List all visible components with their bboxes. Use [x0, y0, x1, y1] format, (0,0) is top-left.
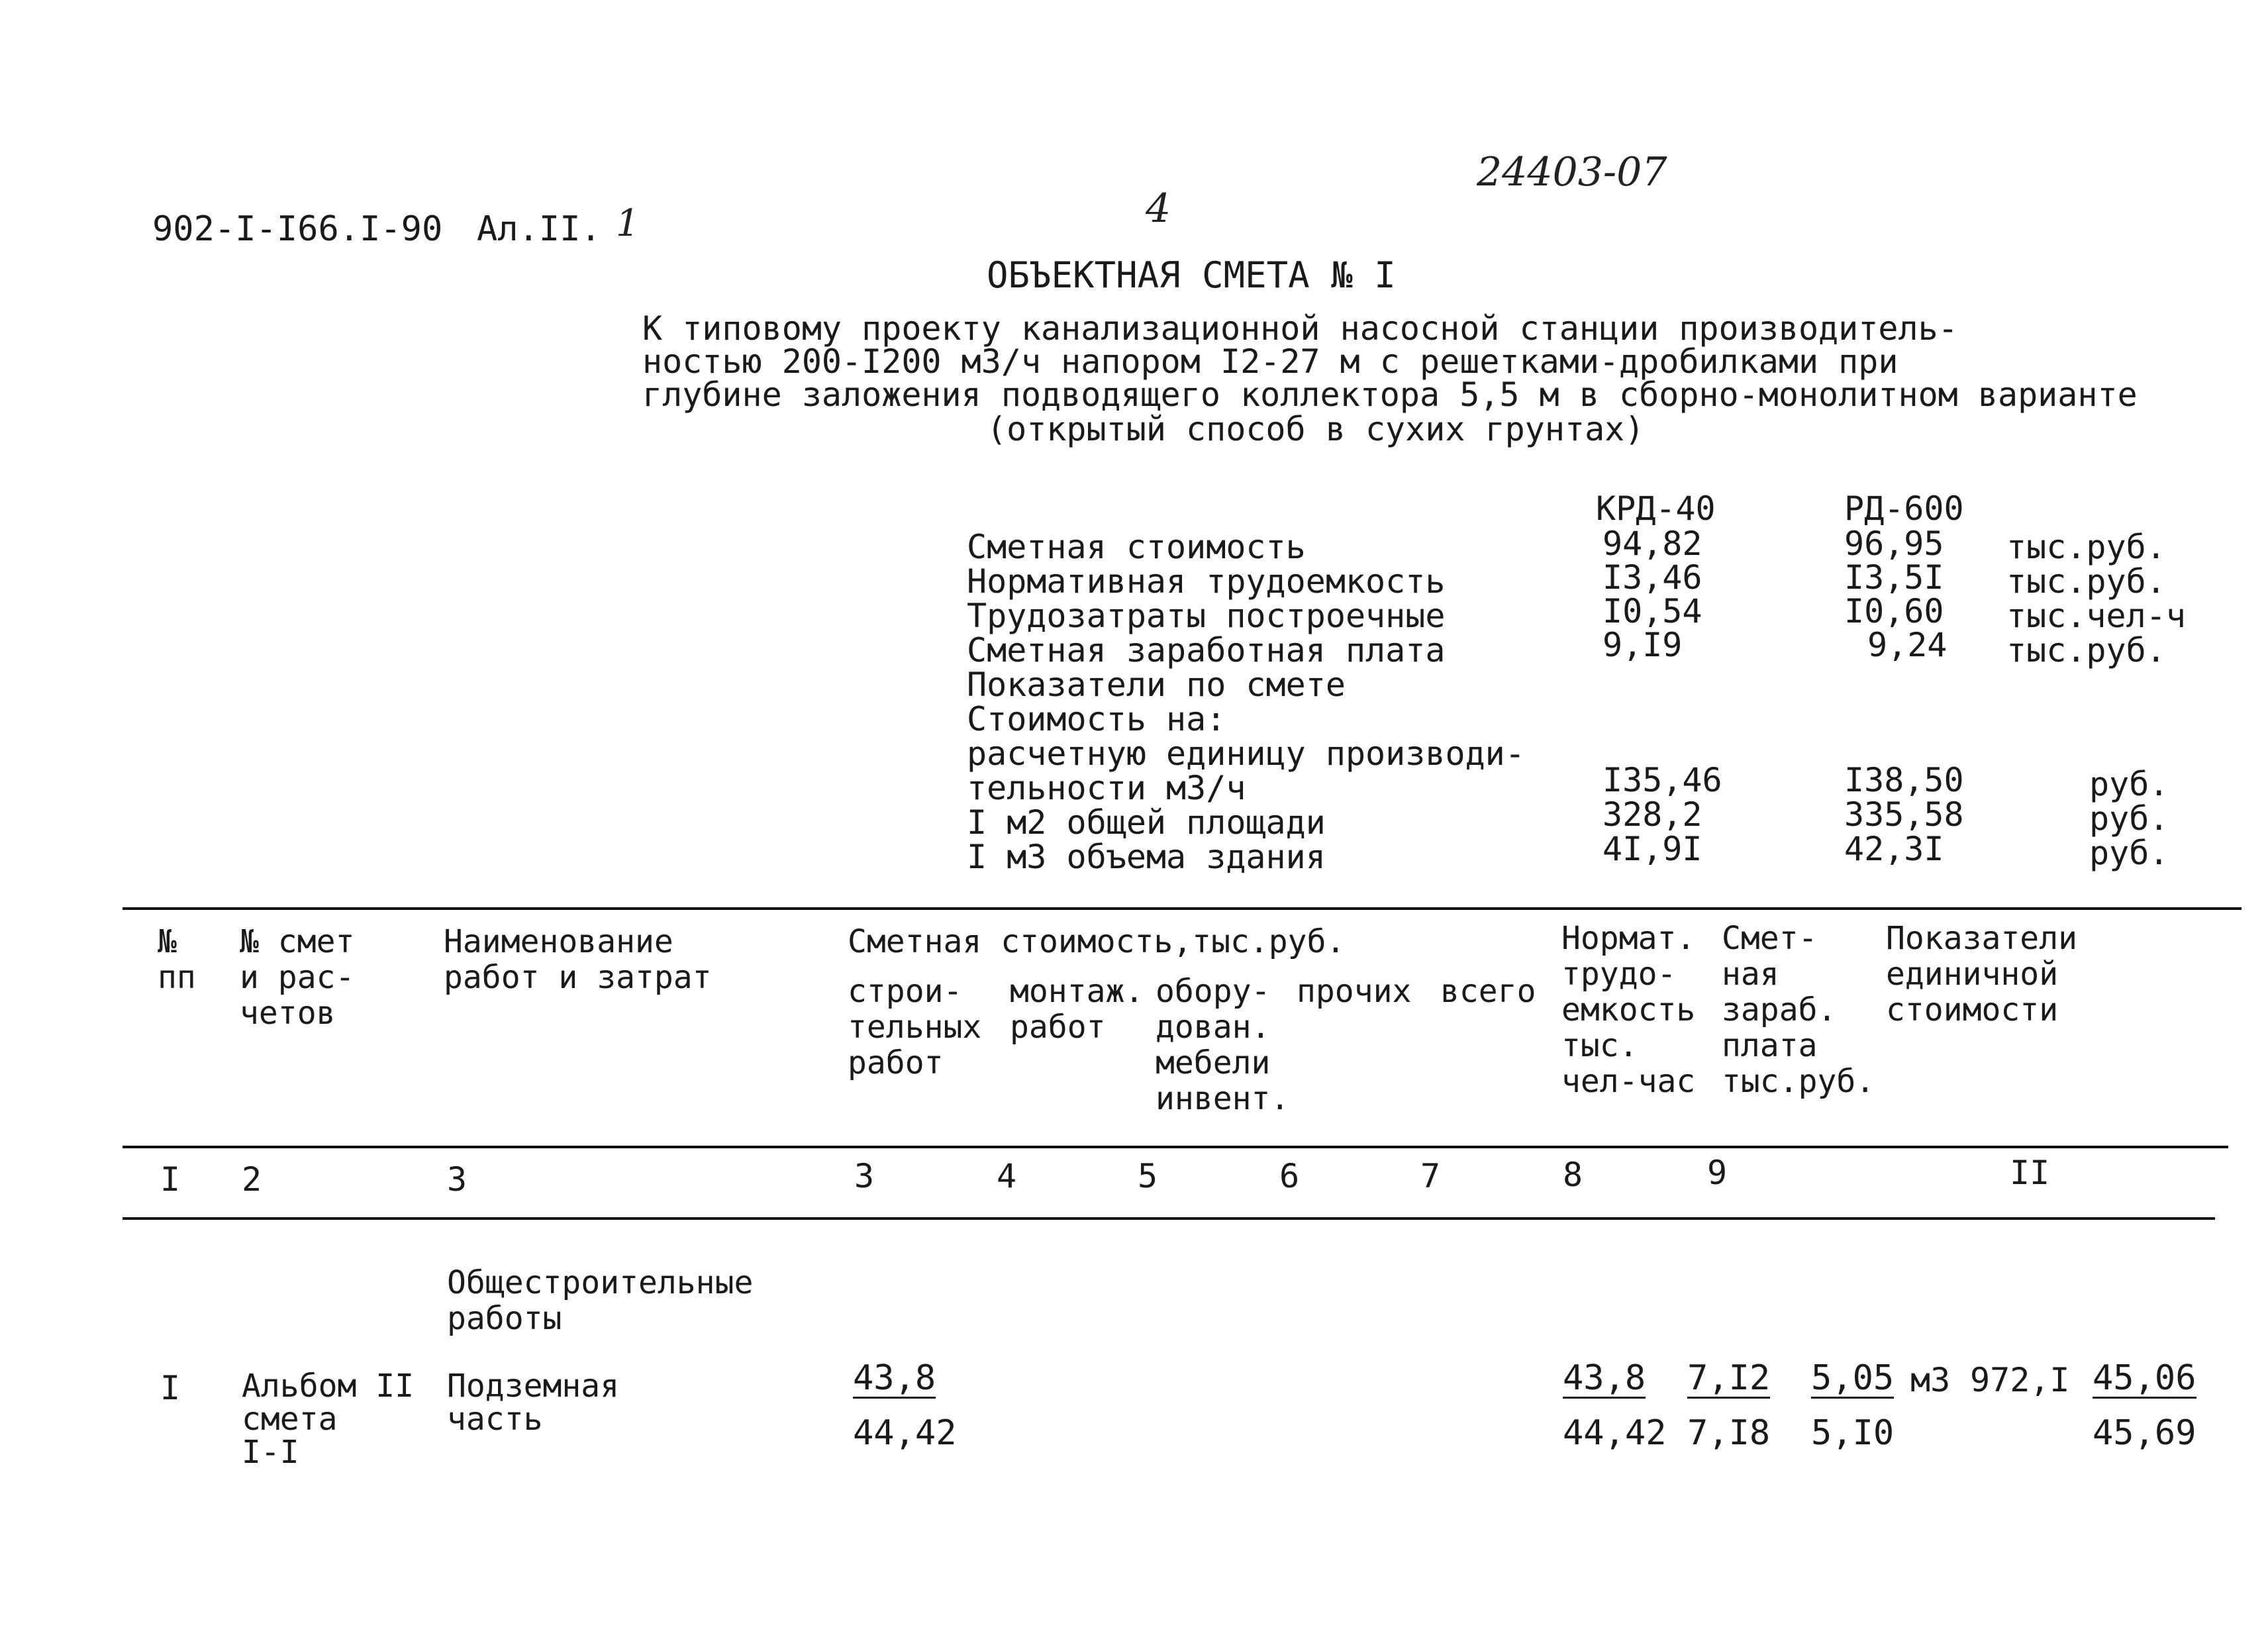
summary-label: Нормативная трудоемкость	[967, 562, 1446, 601]
summary-label: Сметная стоимость	[967, 528, 1306, 566]
column-numbers-bottom-rule	[123, 1217, 2215, 1220]
summary-value-1: 4I,9I	[1602, 830, 1702, 868]
header-labor-intensity: Нормат. трудо- емкость тыс. чел-час	[1561, 920, 1696, 1100]
row-total-top: 43,8	[1563, 1358, 1646, 1398]
row-indicator-bottom: 45,69	[2093, 1413, 2196, 1453]
row-construction-cost-bottom: 44,42	[853, 1413, 957, 1453]
summary-value-1: 94,82	[1602, 524, 1702, 563]
summary-unit: тыс.руб.	[2006, 631, 2166, 670]
page-title: ОБЪЕКТНАЯ СМЕТА № I	[987, 254, 1396, 296]
summary-value-2: 42,3I	[1844, 830, 1944, 868]
summary-col-header-krd40: КРД-40	[1596, 489, 1716, 528]
summary-unit: руб.	[2089, 765, 2169, 803]
col-number: 9	[1707, 1154, 1728, 1192]
header-row-number: № пп	[158, 923, 196, 996]
summary-value-2: I3,5I	[1844, 558, 1944, 597]
row-unit: м3	[1910, 1361, 1951, 1399]
header-estimated-cost-group: Сметная стоимость,тыс.руб.	[848, 923, 1346, 960]
header-unit-cost-indicators: Показатели единичной стоимости	[1886, 920, 2077, 1028]
summary-label: Показатели по смете	[967, 666, 1346, 704]
col-number: 7	[1420, 1157, 1441, 1195]
col-number: 6	[1279, 1157, 1300, 1195]
summary-value-1: I3,46	[1602, 558, 1702, 597]
summary-value-1: I35,46	[1602, 761, 1722, 799]
summary-unit: руб.	[2089, 834, 2169, 872]
header-work-name: Наименование работ и затрат	[444, 923, 712, 996]
col-number: 5	[1138, 1157, 1158, 1195]
summary-label: Трудозатраты построечные	[967, 597, 1446, 635]
document-code: 902-I-I66.I-90	[152, 209, 443, 249]
row-number: I	[160, 1369, 181, 1407]
summary-value-2: I38,50	[1844, 761, 1964, 799]
subtitle-line-2: ностью 200-I200 м3/ч напором I2-27 м с решетками-дробилками при	[642, 342, 1898, 381]
summary-value-1: 9,I9	[1602, 626, 1683, 664]
summary-unit: руб.	[2089, 799, 2169, 838]
row-wages-bottom: 5,I0	[1811, 1413, 1895, 1453]
summary-label: Стоимость на:	[967, 700, 1226, 738]
subtitle-line-1: К типовому проекту канализационной насосной станции производитель-	[642, 309, 1958, 348]
row-construction-cost-top: 43,8	[853, 1358, 936, 1398]
col-number: II	[2010, 1154, 2050, 1192]
col-number: 4	[997, 1157, 1017, 1195]
section-title: Общестроительные работы	[447, 1264, 754, 1337]
row-labor-bottom: 7,I8	[1687, 1413, 1771, 1453]
row-labor-top: 7,I2	[1687, 1358, 1771, 1398]
col-number: I	[160, 1160, 181, 1199]
col-number: 2	[242, 1160, 262, 1199]
header-total: всего	[1440, 973, 1536, 1010]
header-equipment: обору- дован. мебели инвент.	[1156, 973, 1290, 1117]
row-quantity: 972,I	[1970, 1361, 2070, 1399]
col-number: 3	[447, 1160, 468, 1199]
summary-col-header-rd600: РД-600	[1844, 489, 1964, 528]
table-top-rule	[123, 907, 2242, 910]
summary-label: I м2 общей площади	[967, 803, 1326, 842]
header-installation-works: монтаж. работ	[1010, 973, 1144, 1046]
summary-unit: тыс.чел-ч	[2006, 597, 2186, 635]
subtitle-line-4: (открытый способ в сухих грунтах)	[987, 410, 1645, 448]
summary-unit: тыс.руб.	[2006, 528, 2166, 566]
row-wages-top: 5,05	[1811, 1358, 1895, 1398]
summary-value-2: 335,58	[1844, 795, 1964, 834]
album-label: Ал.II.	[477, 209, 601, 249]
col-number: 8	[1563, 1156, 1583, 1194]
row-indicator-top: 45,06	[2093, 1358, 2196, 1398]
summary-label: тельности м3/ч	[967, 769, 1246, 807]
header-estimate-ref: № смет и рас- четов	[240, 923, 355, 1032]
header-construction-works: строи- тельных работ	[848, 973, 982, 1081]
summary-label: Сметная заработная плата	[967, 631, 1446, 670]
summary-value-2: 9,24	[1867, 626, 1948, 664]
row-work-name: Подземная часть	[447, 1368, 620, 1438]
summary-value-1: I0,54	[1602, 592, 1702, 630]
album-handwritten-number: 1	[616, 202, 640, 245]
summary-label: расчетную единицу производи-	[967, 734, 1525, 773]
table-header-bottom-rule	[123, 1146, 2228, 1148]
page-number: 4	[1146, 185, 1171, 232]
row-estimate-ref: Альбом II смета I-I	[242, 1368, 415, 1471]
summary-unit: тыс.руб.	[2006, 562, 2166, 601]
summary-label: I м3 объема здания	[967, 838, 1326, 876]
subtitle-line-3: глубине заложения подводящего коллектора 5,5 м в сборно-монолитном варианте	[642, 375, 2138, 414]
header-other: прочих	[1297, 973, 1412, 1010]
row-total-bottom: 44,42	[1563, 1413, 1667, 1453]
col-number: 3	[854, 1157, 875, 1195]
summary-value-2: 96,95	[1844, 524, 1944, 563]
header-wages: Смет- ная зараб. плата тыс.руб.	[1722, 920, 1875, 1100]
stamp-number: 24403-07	[1477, 149, 1667, 195]
summary-value-2: I0,60	[1844, 592, 1944, 630]
summary-value-1: 328,2	[1602, 795, 1702, 834]
